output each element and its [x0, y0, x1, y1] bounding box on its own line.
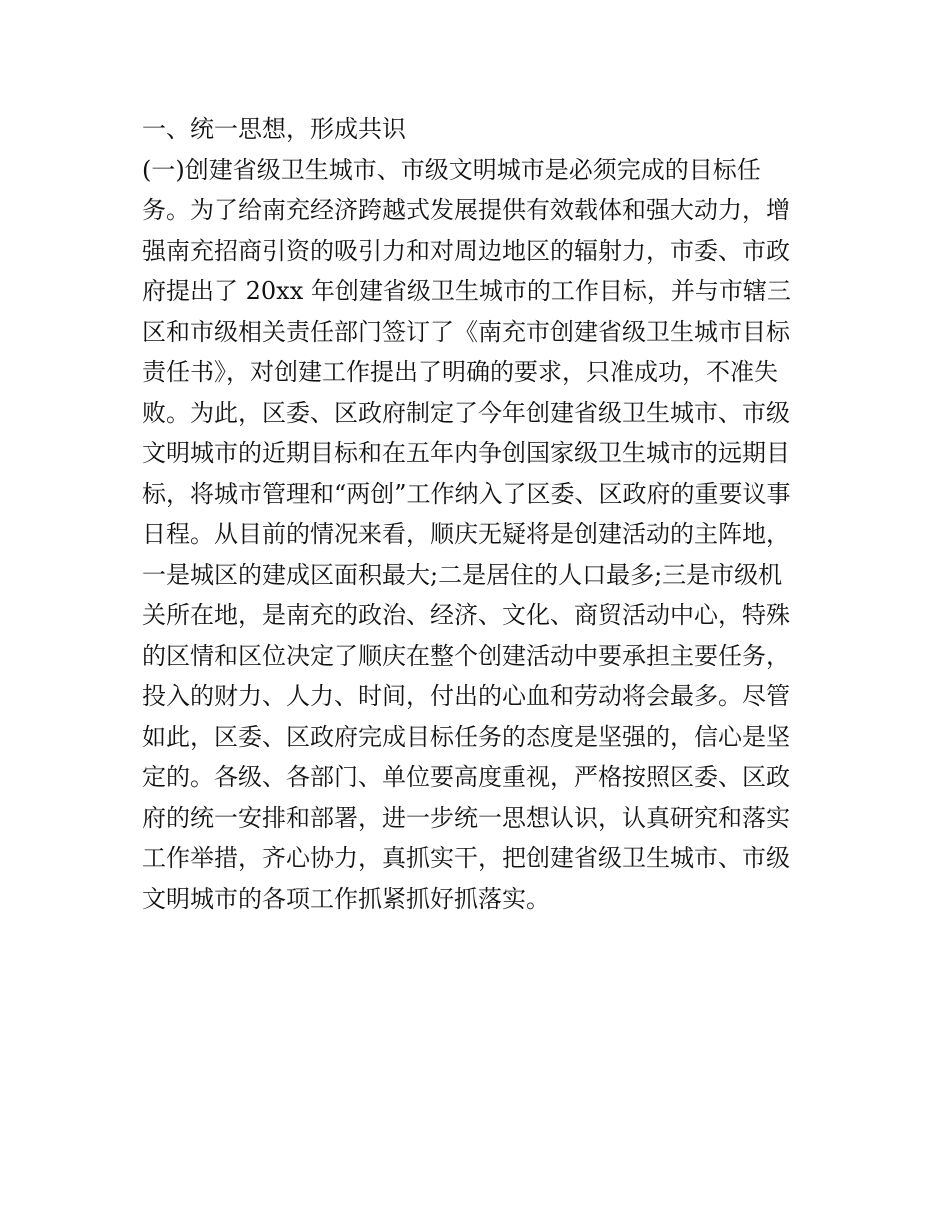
- paragraph-line: 府的统一安排和部署，进一步统一思想认识，认真研究和落实: [142, 803, 790, 832]
- paragraph-line: 定的。各级、各部门、单位要高度重视，严格按照区委、区政: [142, 763, 790, 791]
- paragraph-line: 标，将城市管理和“两创”工作纳入了区委、区政府的重要议事: [142, 479, 791, 508]
- paragraph-line: 务。为了给南充经济跨越式发展提供有效载体和强大动力，增: [142, 196, 790, 224]
- paragraph-line: 关所在地，是南充的政治、经济、文化、商贸活动中心，特殊: [142, 601, 790, 629]
- section-heading: 一、统一思想，形成共识: [142, 115, 406, 143]
- document-body: [142, 109, 822, 919]
- paragraph-line: 文明城市的近期目标和在五年内争创国家级卫生城市的远期目: [142, 439, 790, 467]
- paragraph-line: 区和市级相关责任部门签订了《南充市创建省级卫生城市目标: [142, 317, 790, 346]
- paragraph-line: 文明城市的各项工作抓紧抓好抓落实。: [142, 884, 550, 913]
- paragraph-line: 日程。从目前的情况来看，顺庆无疑将是创建活动的主阵地，: [142, 520, 790, 548]
- paragraph-line: (一)创建省级卫生城市、市级文明城市是必须完成的目标任: [142, 155, 761, 184]
- paragraph-line: 工作举措，齐心协力，真抓实干，把创建省级卫生城市、市级: [142, 844, 790, 872]
- paragraph-line: 如此，区委、区政府完成目标任务的态度是坚强的，信心是坚: [142, 722, 790, 751]
- paragraph-line: 府提出了 20xx 年创建省级卫生城市的工作目标，并与市辖三: [142, 277, 791, 305]
- paragraph-line: 的区情和区位决定了顺庆在整个创建活动中要承担主要任务，: [142, 641, 790, 670]
- paragraph-line: 败。为此，区委、区政府制定了今年创建省级卫生城市、市级: [142, 398, 790, 427]
- paragraph-line: 责任书》，对创建工作提出了明确的要求，只准成功，不准失: [142, 358, 778, 386]
- paragraph-line: 一是城区的建成区面积最大;二是居住的人口最多;三是市级机: [142, 560, 783, 589]
- paragraph-line: 强南充招商引资的吸引力和对周边地区的辐射力，市委、市政: [142, 236, 790, 265]
- paragraph-line: 投入的财力、人力、时间，付出的心血和劳动将会最多。尽管: [142, 682, 790, 710]
